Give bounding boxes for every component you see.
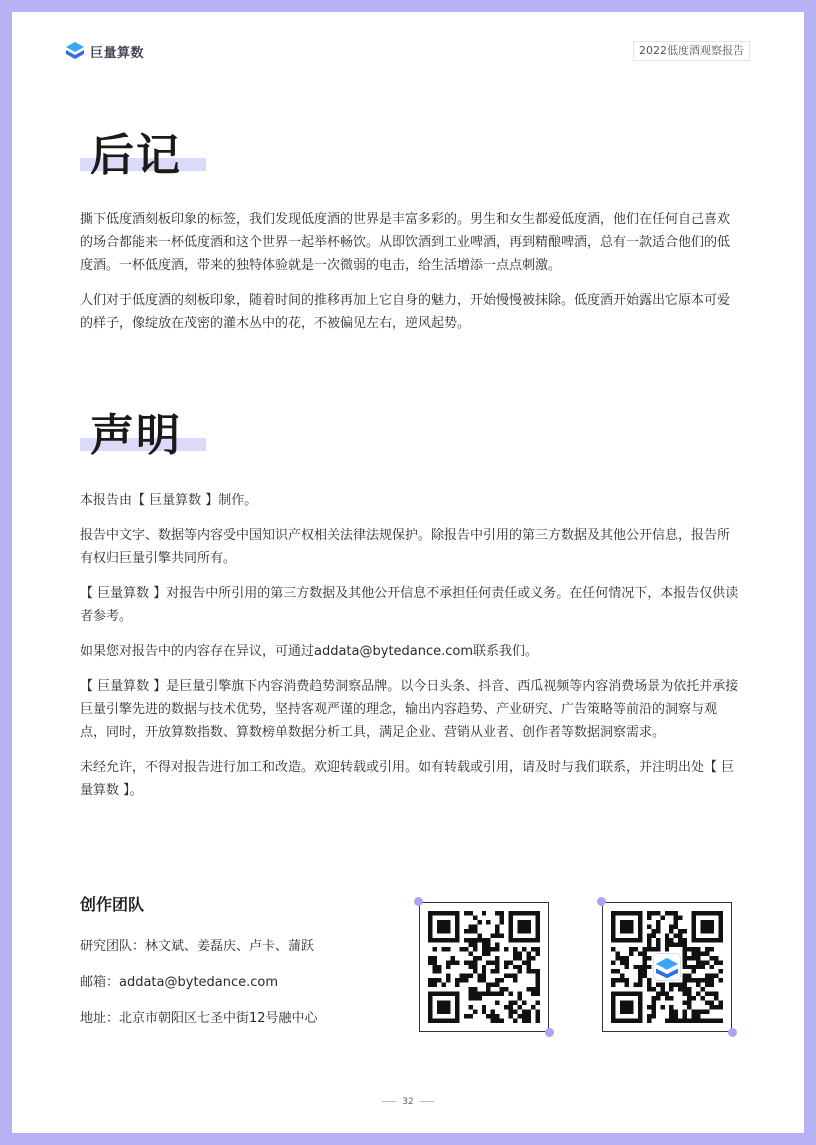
afterword-paragraph: 人们对于低度酒的刻板印象，随着时间的推移再加上它自身的魅力，开始慢慢被抹除。低度酒开始露出它原本可爱的样子，像绽放在茂密的灌木丛中的花，不被偏见左右，逆风起势。 [80,293,731,331]
statement-paragraph: 【 巨量算数 】是巨量引擎旗下内容消费趋势洞察品牌。以今日头条、抖音、西瓜视频等内容消费场景为依托并承接巨量引擎先进的数据与技术优势，坚持客观严谨的理念，输出内容趋势、产业研究、广告策略等前沿的洞察与观点，同时，开放算数指数、算数榜单数据分析工具，满足企业、营销从业者、创作者等数据洞察需求。 [80,679,739,740]
divider [420,1101,434,1102]
afterword-title: 后记 [90,130,182,181]
report-page [12,12,804,1133]
corner-dot [728,1028,737,1037]
corner-dot [545,1028,554,1037]
qr-code-1 [419,902,549,1032]
page-number-text: 32 [402,1097,414,1107]
corner-dot [597,897,606,906]
statement-paragraph: 报告中文字、数据等内容受中国知识产权相关法律法规保护。除报告中引用的第三方数据及其他公开信息，报告所有权归巨量引擎共同所有。 [80,528,731,566]
brand-name: 巨量算数 [90,45,145,61]
statement-title: 声明 [90,410,182,461]
creative-team [80,892,400,1045]
team-address: 地址：北京市朝阳区七圣中街12号融中心 [80,1011,318,1026]
afterword-body [80,208,740,347]
team-research: 研究团队：林文斌、姜磊庆、卢卡、蒲跃 [80,939,315,954]
report-tag: 2022低度酒观察报告 [633,41,750,61]
statement-paragraph: 如果您对报告中的内容存在异议，可通过addata@bytedance.com联系我们。 [80,644,539,659]
team-email: 邮箱：addata@bytedance.com [80,975,279,990]
statement-body [80,489,740,814]
statement-paragraph: 本报告由【 巨量算数 】制作。 [80,493,258,508]
team-title: 创作团队 [80,895,145,914]
page-number [12,1097,804,1107]
brand-logo [65,41,144,61]
qr-code-2 [602,902,732,1032]
afterword-paragraph: 撕下低度酒刻板印象的标签，我们发现低度酒的世界是丰富多彩的。男生和女生都爱低度酒，他们在任何自己喜欢的场合都能来一杯低度酒和这个世界一起举杯畅饮。从即饮酒到工业啤酒，再到精酿啤酒，总有一款适合他们的低度酒。一杯低度酒，带来的独特体验就是一次微弱的电击，给生活增添一点点刺激。 [80,212,731,273]
qr-code-icon [428,911,540,1023]
statement-paragraph: 未经允许，不得对报告进行加工和改造。欢迎转载或引用。如有转载或引用，请及时与我们联系，并注明出处【 巨量算数 】。 [80,760,735,798]
afterword-heading [80,130,182,182]
brand-icon [65,41,85,61]
statement-heading [80,410,182,462]
corner-dot [414,897,423,906]
qr-code-with-logo-icon [611,911,723,1023]
statement-paragraph: 【 巨量算数 】对报告中所引用的第三方数据及其他公开信息不承担任何责任或义务。在任何情况下，本报告仅供读者参考。 [80,586,739,624]
divider [382,1101,396,1102]
